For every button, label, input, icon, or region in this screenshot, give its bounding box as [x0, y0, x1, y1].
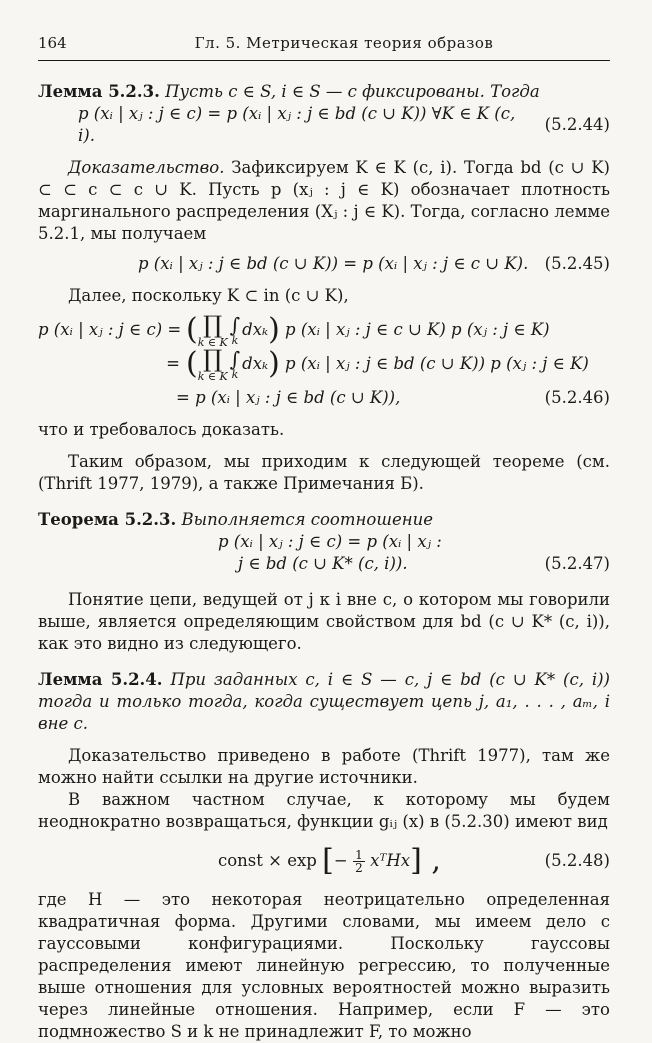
product-subscript-2: k ∈ K: [197, 369, 228, 383]
lemma-5-2-4: [38, 669, 610, 735]
lemma-5-2-3: [38, 81, 610, 103]
lemma-5-2-4-title: Лемма 5.2.4.: [38, 670, 163, 689]
equation-5-2-44-number: (5.2.44): [544, 115, 610, 134]
transition-paragraph: Таким образом, мы приходим к следующей теореме (см. (Thrift 1977, 1979), а также Примечания Б).: [38, 452, 610, 493]
fraction-denominator: 2: [355, 860, 363, 875]
theorem-5-2-3-statement: Выполняется соотношение: [181, 510, 433, 529]
lemma-5-2-3-statement: Пусть c ∈ S, i ∈ S — c фиксированы. Тогда: [165, 82, 540, 101]
differential-2: dxₖ: [242, 354, 269, 373]
proof-label: Доказательство.: [68, 158, 225, 177]
product-subscript: k ∈ K: [197, 335, 228, 349]
header-rule: [38, 60, 610, 61]
special-case-paragraph: В важном частном случае, к которому мы будем неоднократно возвращаться, функции gᵢⱼ (x) в (5.2.30) имеют вид: [38, 790, 610, 831]
theorem-5-2-3: [38, 509, 610, 531]
equation-5-2-46-row-2: = ( ∏ k ∈ K ∫ k dxₖ ) p (xᵢ | xⱼ : j ∈ bd (c ∪ K)) p (xⱼ : j ∈ K): [38, 347, 610, 381]
left-bracket: [: [322, 843, 334, 878]
proof-reference-paragraph: Доказательство приведено в работе (Thrift 1977), там же можно найти ссылки на другие источники.: [38, 746, 610, 787]
equation-5-2-47-line-2-body: j ∈ bd (c ∪ K* (c, i)).: [238, 554, 408, 573]
lemma-5-2-4-statement: При заданных c, i ∈ S — c, j ∈ bd (c ∪ K* (c, i)) тогда и только тогда, когда существует цепь j, a₁, . . . , aₘ, i вне c.: [38, 670, 610, 733]
final-paragraph: где H — это некоторая неотрицательно определенная квадратичная форма. Другими словами, мы имеем дело с гауссовыми конфигурациями. Поскольку гауссовы распределения имеют линейную регрессию, то полученные выше отношения для условных вероятностей можно выразить через линейные отношения. Например, если F — это подмножество S и k не принадлежит F, то можно: [38, 890, 610, 1041]
equation-5-2-46-row-3: [38, 381, 610, 415]
equation-5-2-45-number: (5.2.45): [544, 254, 610, 273]
equation-5-2-47-line-1-body: p (xᵢ | xⱼ : j ∈ c) = p (xᵢ | xⱼ :: [218, 532, 442, 551]
equation-5-2-46-row-1-body: p (xᵢ | xⱼ : j ∈ c ∪ K) p (xⱼ : j ∈ K): [285, 320, 550, 339]
equation-5-2-46-lhs: p (xᵢ | xⱼ : j ∈ c) =: [38, 320, 182, 339]
lemma-5-2-3-title: Лемма 5.2.3.: [38, 82, 160, 101]
minus-sign: −: [333, 851, 348, 870]
quadratic-form: xᵀHx: [370, 851, 411, 870]
fraction-one-half: [353, 849, 365, 874]
qed-line: что и требовалось доказать.: [38, 420, 285, 439]
equation-5-2-48-prefix: const × exp: [218, 851, 317, 870]
equation-5-2-47-line-2: [38, 553, 610, 575]
integral-subscript-2: k: [231, 367, 239, 381]
page-header: [38, 34, 610, 58]
integral-subscript: k: [231, 333, 239, 347]
equation-5-2-46: [38, 310, 610, 415]
further-paragraph: Далее, поскольку K ⊂ in (c ∪ K),: [68, 286, 349, 305]
page-number: 164: [38, 34, 67, 52]
equation-5-2-44: [38, 103, 610, 147]
chain-paragraph: Понятие цепи, ведущей от j к i вне c, о котором мы говорили выше, является определяющим свойством для bd (c ∪ K* (c, i)), как это видно из следующего.: [38, 590, 610, 653]
equation-5-2-48-number: (5.2.48): [544, 851, 610, 870]
running-title: Гл. 5. Метрическая теория образов: [194, 34, 494, 52]
equation-5-2-46-row-3-body: = p (xᵢ | xⱼ : j ∈ bd (c ∪ K)),: [176, 388, 401, 407]
theorem-5-2-3-title: Теорема 5.2.3.: [38, 510, 177, 529]
proof-text: Зафиксируем K ∈ K (c, i). Тогда bd (c ∪ K) ⊂ ⊂ c ⊂ c ∪ K. Пусть p (xⱼ : j ∈ K) обозначает плотность маргинального распределения (Xⱼ : j ∈ K). Тогда, согласно лемме 5.2.1, мы получаем: [38, 158, 610, 243]
equation-5-2-47-number: (5.2.47): [544, 554, 610, 573]
equation-5-2-46-row-1: p (xᵢ | xⱼ : j ∈ c) = ( ∏ k ∈ K ∫ k dxₖ ) p (xᵢ | xⱼ : j ∈ c ∪ K) p (xⱼ : j ∈ K): [38, 310, 550, 349]
equation-5-2-47-line-1: [38, 531, 610, 553]
right-bracket: ] ,: [410, 843, 441, 878]
book-page: [38, 34, 610, 1043]
equation-5-2-45-body: p (xᵢ | xⱼ : j ∈ bd (c ∪ K)) = p (xᵢ | xⱼ : j ∈ c ∪ K).: [138, 254, 529, 273]
equation-5-2-48: [38, 841, 610, 881]
equation-5-2-46-row-2-body: p (xᵢ | xⱼ : j ∈ bd (c ∪ K)) p (xⱼ : j ∈ K): [285, 354, 589, 373]
equation-5-2-46-number: (5.2.46): [544, 388, 610, 407]
equation-5-2-45: [38, 253, 610, 275]
proof-paragraph: [38, 157, 610, 245]
equation-5-2-44-body: p (xᵢ | xⱼ : j ∈ c) = p (xᵢ | xⱼ : j ∈ bd (c ∪ K)) ∀K ∈ K (c, i).: [78, 104, 516, 145]
differential: dxₖ: [242, 320, 269, 339]
equation-5-2-46-row-2-eq-sign: =: [166, 354, 180, 373]
fraction-numerator: 1: [355, 847, 363, 862]
